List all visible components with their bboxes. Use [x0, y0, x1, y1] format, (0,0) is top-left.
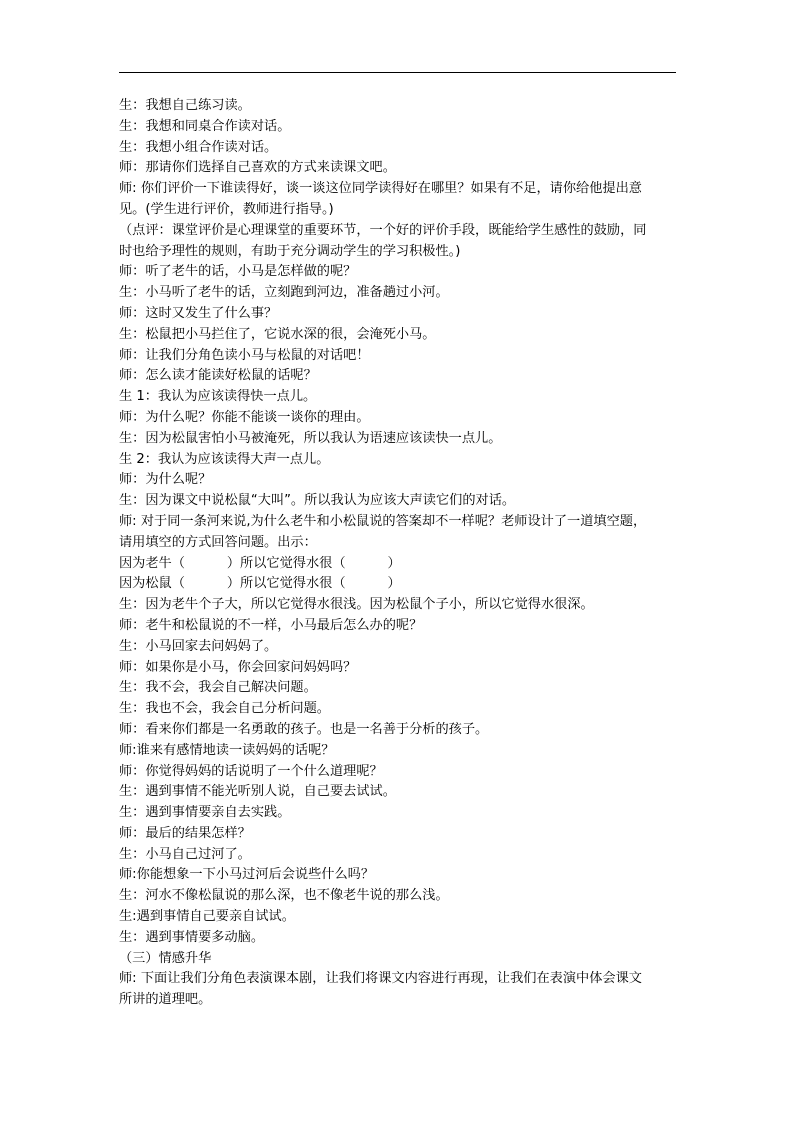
text-line: 生：因为课文中说松鼠“大叫”。所以我认为应该大声读它们的对话。: [119, 493, 516, 509]
text-line: 生:遇到事情自己要亲自试试。: [119, 909, 295, 925]
text-line: 师：听了老牛的话，小马是怎样做的呢？: [119, 264, 357, 280]
text-line: 师：老牛和松鼠说的不一样，小马最后怎么办的呢？: [119, 617, 423, 633]
text-line: 生：我也不会，我会自己分析问题。: [119, 701, 330, 717]
text-line: 生 2：我认为应该读得大声一点儿。: [119, 451, 330, 467]
text-line: 师: 你们评价一下谁读得好，谈一谈这位同学读得好在哪里？如果有不足，请你给他提出意: [119, 181, 642, 197]
text-line: 生：我想自己练习读。: [119, 98, 251, 113]
text-line: 生：河水不像松鼠说的那么深，也不像老牛说的那么浅。: [119, 888, 449, 904]
text-line: 师：这时又发生了什么事？: [119, 305, 278, 321]
text-line: 师：那请你们选择自己喜欢的方式来读课文吧。: [119, 160, 396, 176]
text-line: （点评：课堂评价是心理课堂的重要环节，一个好的评价手段，既能给学生感性的鼓励，同: [119, 222, 647, 238]
text-line: 师：看来你们都是一名勇敢的孩子。也是一名善于分析的孩子。: [119, 721, 489, 737]
text-line: 生：小马回家去问妈妈了。: [119, 638, 278, 654]
text-line: 师：如果你是小马，你会回家问妈妈吗？: [119, 659, 357, 675]
text-line: 所讲的道理吧。: [119, 992, 212, 1008]
text-line: 师：你觉得妈妈的话说明了一个什么道理呢？: [119, 763, 383, 779]
text-line: 请用填空的方式回答问题。出示：: [119, 534, 317, 550]
text-line: 师:你能想象一下小马过河后会说些什么吗？: [119, 867, 375, 883]
section-heading: （三）情感升华: [119, 950, 212, 966]
text-line: 师：让我们分角色读小马与松鼠的对话吧！: [119, 347, 370, 363]
text-line: 生：小马自己过河了。: [119, 846, 251, 862]
text-line: 见。(学生进行评价，教师进行指导。): [119, 201, 334, 217]
fill-blank-line: 因为老牛（ ）所以它觉得水很（ ）: [119, 555, 401, 571]
text-line: 生：松鼠把小马拦住了，它说水深的很，会淹死小马。: [119, 326, 436, 342]
text-line: 生：因为老牛个子大，所以它觉得水很浅。因为松鼠个子小，所以它觉得水很深。: [119, 597, 594, 613]
text-line: 师: 对于同一条河来说,为什么老牛和小松鼠说的答案却不一样呢？老师设计了一道填空题，: [119, 513, 647, 529]
text-line: 生：因为松鼠害怕小马被淹死，所以我认为语速应该读快一点儿。: [119, 430, 502, 446]
header-rule: [119, 72, 676, 73]
text-line: 生：遇到事情要多动脑。: [119, 929, 265, 945]
text-line: 生：遇到事情要亲自去实践。: [119, 805, 291, 821]
text-line: 师：怎么读才能读好松鼠的话呢？: [119, 368, 317, 384]
text-line: 师: 下面让我们分角色表演课本剧，让我们将课文内容进行再现，让我们在表演中体会课文: [119, 971, 642, 987]
text-line: 师:谁来有感情地读一读妈妈的话呢？: [119, 742, 335, 758]
fill-blank-line: 因为松鼠（ ）所以它觉得水很（ ）: [119, 576, 401, 592]
document-body: [119, 96, 676, 1011]
text-line: 生：小马听了老牛的话，立刻跑到河边，准备趟过小河。: [119, 285, 449, 301]
text-line: 生：我不会，我会自己解决问题。: [119, 680, 317, 696]
text-line: 生 1：我认为应该读得快一点儿。: [119, 389, 317, 405]
text-line: 生：遇到事情不能光听别人说，自己要去试试。: [119, 784, 396, 800]
text-line: 生：我想和同桌合作读对话。: [119, 118, 291, 134]
text-line: 时也给予理性的规则，有助于充分调动学生的学习积极性。): [119, 243, 461, 259]
text-line: 师：为什么呢？: [119, 472, 212, 488]
text-line: 师：为什么呢？你能不能谈一谈你的理由。: [119, 409, 370, 425]
text-line: 师：最后的结果怎样？: [119, 825, 251, 841]
text-line: 生：我想小组合作读对话。: [119, 139, 278, 155]
